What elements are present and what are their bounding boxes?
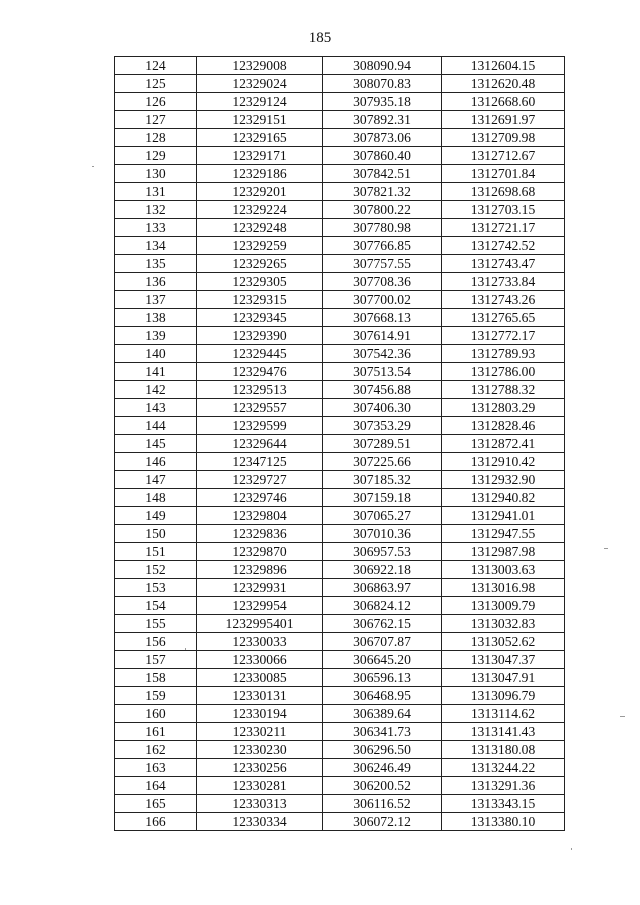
table-row	[115, 111, 565, 129]
point-number-cell: 135	[115, 255, 197, 273]
y-coordinate-cell: 1312987.98	[442, 543, 565, 561]
x-coordinate-cell: 306246.49	[323, 759, 442, 777]
point-number-cell: 166	[115, 813, 197, 831]
point-number-cell: 131	[115, 183, 197, 201]
y-coordinate-cell: 1312765.65	[442, 309, 565, 327]
point-id-cell: 12329513	[197, 381, 323, 399]
table-row	[115, 255, 565, 273]
point-number-cell: 132	[115, 201, 197, 219]
coordinates-table	[114, 56, 565, 831]
x-coordinate-cell: 307766.85	[323, 237, 442, 255]
table-row	[115, 183, 565, 201]
x-coordinate-cell: 306072.12	[323, 813, 442, 831]
table-row	[115, 57, 565, 75]
point-id-cell: 12329644	[197, 435, 323, 453]
x-coordinate-cell: 306200.52	[323, 777, 442, 795]
y-coordinate-cell: 1312701.84	[442, 165, 565, 183]
x-coordinate-cell: 307289.51	[323, 435, 442, 453]
point-number-cell: 156	[115, 633, 197, 651]
y-coordinate-cell: 1312703.15	[442, 201, 565, 219]
y-coordinate-cell: 1312910.42	[442, 453, 565, 471]
y-coordinate-cell: 1313244.22	[442, 759, 565, 777]
point-id-cell: 12329476	[197, 363, 323, 381]
point-id-cell: 12329265	[197, 255, 323, 273]
point-number-cell: 153	[115, 579, 197, 597]
table-row	[115, 75, 565, 93]
table-row	[115, 237, 565, 255]
x-coordinate-cell: 307614.91	[323, 327, 442, 345]
table-row	[115, 273, 565, 291]
point-id-cell: 12329315	[197, 291, 323, 309]
x-coordinate-cell: 307065.27	[323, 507, 442, 525]
y-coordinate-cell: 1312620.48	[442, 75, 565, 93]
point-id-cell: 12329186	[197, 165, 323, 183]
page-number: 185	[308, 30, 332, 46]
point-id-cell: 12330033	[197, 633, 323, 651]
point-id-cell: 12329557	[197, 399, 323, 417]
x-coordinate-cell: 307800.22	[323, 201, 442, 219]
point-id-cell: 12329599	[197, 417, 323, 435]
y-coordinate-cell: 1312947.55	[442, 525, 565, 543]
table-row	[115, 201, 565, 219]
y-coordinate-cell: 1313003.63	[442, 561, 565, 579]
y-coordinate-cell: 1312668.60	[442, 93, 565, 111]
x-coordinate-cell: 308070.83	[323, 75, 442, 93]
y-coordinate-cell: 1312733.84	[442, 273, 565, 291]
x-coordinate-cell: 306922.18	[323, 561, 442, 579]
point-number-cell: 163	[115, 759, 197, 777]
x-coordinate-cell: 307542.36	[323, 345, 442, 363]
y-coordinate-cell: 1312932.90	[442, 471, 565, 489]
point-number-cell: 157	[115, 651, 197, 669]
point-id-cell: 12330256	[197, 759, 323, 777]
point-id-cell: 12329165	[197, 129, 323, 147]
x-coordinate-cell: 306762.15	[323, 615, 442, 633]
point-id-cell: 12330313	[197, 795, 323, 813]
y-coordinate-cell: 1312743.47	[442, 255, 565, 273]
point-id-cell: 12329345	[197, 309, 323, 327]
point-id-cell: 12329931	[197, 579, 323, 597]
x-coordinate-cell: 307821.32	[323, 183, 442, 201]
point-number-cell: 124	[115, 57, 197, 75]
y-coordinate-cell: 1313096.79	[442, 687, 565, 705]
point-id-cell: 12347125	[197, 453, 323, 471]
x-coordinate-cell: 306596.13	[323, 669, 442, 687]
x-coordinate-cell: 307513.54	[323, 363, 442, 381]
point-number-cell: 133	[115, 219, 197, 237]
point-number-cell: 158	[115, 669, 197, 687]
point-id-cell: 12330066	[197, 651, 323, 669]
y-coordinate-cell: 1313114.62	[442, 705, 565, 723]
point-number-cell: 127	[115, 111, 197, 129]
y-coordinate-cell: 1313016.98	[442, 579, 565, 597]
x-coordinate-cell: 306863.97	[323, 579, 442, 597]
coordinates-table-body	[115, 57, 565, 831]
table-row	[115, 759, 565, 777]
x-coordinate-cell: 307708.36	[323, 273, 442, 291]
y-coordinate-cell: 1312691.97	[442, 111, 565, 129]
y-coordinate-cell: 1313032.83	[442, 615, 565, 633]
table-row	[115, 129, 565, 147]
point-number-cell: 144	[115, 417, 197, 435]
x-coordinate-cell: 306389.64	[323, 705, 442, 723]
table-row	[115, 669, 565, 687]
point-number-cell: 145	[115, 435, 197, 453]
point-id-cell: 12329171	[197, 147, 323, 165]
scan-speck	[571, 848, 572, 850]
point-id-cell: 12329390	[197, 327, 323, 345]
point-number-cell: 141	[115, 363, 197, 381]
table-row	[115, 309, 565, 327]
x-coordinate-cell: 306957.53	[323, 543, 442, 561]
table-row	[115, 219, 565, 237]
point-number-cell: 147	[115, 471, 197, 489]
point-number-cell: 162	[115, 741, 197, 759]
table-row	[115, 417, 565, 435]
y-coordinate-cell: 1312828.46	[442, 417, 565, 435]
point-number-cell: 143	[115, 399, 197, 417]
y-coordinate-cell: 1312743.26	[442, 291, 565, 309]
table-row	[115, 399, 565, 417]
y-coordinate-cell: 1313380.10	[442, 813, 565, 831]
x-coordinate-cell: 307225.66	[323, 453, 442, 471]
y-coordinate-cell: 1312872.41	[442, 435, 565, 453]
table-row	[115, 795, 565, 813]
scan-speck	[604, 548, 608, 549]
table-row	[115, 525, 565, 543]
point-number-cell: 155	[115, 615, 197, 633]
point-number-cell: 130	[115, 165, 197, 183]
table-row	[115, 345, 565, 363]
point-id-cell: 12329870	[197, 543, 323, 561]
y-coordinate-cell: 1313047.91	[442, 669, 565, 687]
point-id-cell: 12329836	[197, 525, 323, 543]
point-id-cell: 12330194	[197, 705, 323, 723]
x-coordinate-cell: 308090.94	[323, 57, 442, 75]
point-number-cell: 165	[115, 795, 197, 813]
point-number-cell: 142	[115, 381, 197, 399]
point-id-cell: 12329746	[197, 489, 323, 507]
point-number-cell: 139	[115, 327, 197, 345]
x-coordinate-cell: 307873.06	[323, 129, 442, 147]
table-row	[115, 543, 565, 561]
point-id-cell: 12329804	[197, 507, 323, 525]
point-id-cell: 12330281	[197, 777, 323, 795]
y-coordinate-cell: 1313180.08	[442, 741, 565, 759]
table-row	[115, 741, 565, 759]
table-row	[115, 291, 565, 309]
y-coordinate-cell: 1312709.98	[442, 129, 565, 147]
x-coordinate-cell: 307159.18	[323, 489, 442, 507]
y-coordinate-cell: 1313052.62	[442, 633, 565, 651]
point-id-cell: 12329024	[197, 75, 323, 93]
y-coordinate-cell: 1312604.15	[442, 57, 565, 75]
x-coordinate-cell: 306645.20	[323, 651, 442, 669]
point-number-cell: 128	[115, 129, 197, 147]
table-row	[115, 165, 565, 183]
point-number-cell: 160	[115, 705, 197, 723]
point-id-cell: 12330230	[197, 741, 323, 759]
x-coordinate-cell: 307860.40	[323, 147, 442, 165]
y-coordinate-cell: 1313141.43	[442, 723, 565, 741]
point-number-cell: 151	[115, 543, 197, 561]
point-id-cell: 12330334	[197, 813, 323, 831]
y-coordinate-cell: 1312940.82	[442, 489, 565, 507]
y-coordinate-cell: 1312721.17	[442, 219, 565, 237]
table-row	[115, 435, 565, 453]
y-coordinate-cell: 1312698.68	[442, 183, 565, 201]
x-coordinate-cell: 306468.95	[323, 687, 442, 705]
y-coordinate-cell: 1312742.52	[442, 237, 565, 255]
x-coordinate-cell: 307700.02	[323, 291, 442, 309]
point-id-cell: 12329727	[197, 471, 323, 489]
table-row	[115, 147, 565, 165]
point-id-cell: 12329445	[197, 345, 323, 363]
table-row	[115, 507, 565, 525]
point-number-cell: 148	[115, 489, 197, 507]
point-number-cell: 126	[115, 93, 197, 111]
table-row	[115, 597, 565, 615]
point-id-cell: 12329224	[197, 201, 323, 219]
x-coordinate-cell: 307757.55	[323, 255, 442, 273]
x-coordinate-cell: 307842.51	[323, 165, 442, 183]
x-coordinate-cell: 307456.88	[323, 381, 442, 399]
point-id-cell: 12330085	[197, 669, 323, 687]
point-number-cell: 149	[115, 507, 197, 525]
x-coordinate-cell: 307185.32	[323, 471, 442, 489]
point-id-cell: 1232995401	[197, 615, 323, 633]
scan-speck	[185, 648, 186, 650]
scan-speck	[92, 166, 94, 167]
scan-speck	[620, 716, 625, 717]
x-coordinate-cell: 307010.36	[323, 525, 442, 543]
table-row	[115, 561, 565, 579]
y-coordinate-cell: 1312786.00	[442, 363, 565, 381]
x-coordinate-cell: 306824.12	[323, 597, 442, 615]
x-coordinate-cell: 306707.87	[323, 633, 442, 651]
y-coordinate-cell: 1312941.01	[442, 507, 565, 525]
x-coordinate-cell: 306116.52	[323, 795, 442, 813]
point-id-cell: 12329954	[197, 597, 323, 615]
y-coordinate-cell: 1312772.17	[442, 327, 565, 345]
y-coordinate-cell: 1312712.67	[442, 147, 565, 165]
point-number-cell: 154	[115, 597, 197, 615]
point-id-cell: 12329201	[197, 183, 323, 201]
y-coordinate-cell: 1313291.36	[442, 777, 565, 795]
point-number-cell: 159	[115, 687, 197, 705]
table-row	[115, 363, 565, 381]
table-row	[115, 453, 565, 471]
point-number-cell: 138	[115, 309, 197, 327]
point-id-cell: 12329305	[197, 273, 323, 291]
x-coordinate-cell: 307780.98	[323, 219, 442, 237]
x-coordinate-cell: 307935.18	[323, 93, 442, 111]
x-coordinate-cell: 307353.29	[323, 417, 442, 435]
table-row	[115, 579, 565, 597]
x-coordinate-cell: 306296.50	[323, 741, 442, 759]
table-row	[115, 687, 565, 705]
y-coordinate-cell: 1313343.15	[442, 795, 565, 813]
table-row	[115, 93, 565, 111]
point-number-cell: 161	[115, 723, 197, 741]
table-row	[115, 381, 565, 399]
point-id-cell: 12329248	[197, 219, 323, 237]
table-row	[115, 471, 565, 489]
table-row	[115, 327, 565, 345]
table-row	[115, 633, 565, 651]
point-number-cell: 134	[115, 237, 197, 255]
point-number-cell: 140	[115, 345, 197, 363]
coordinates-table-container	[114, 56, 564, 831]
table-row	[115, 813, 565, 831]
point-id-cell: 12329259	[197, 237, 323, 255]
point-id-cell: 12330131	[197, 687, 323, 705]
point-id-cell: 12330211	[197, 723, 323, 741]
y-coordinate-cell: 1312789.93	[442, 345, 565, 363]
y-coordinate-cell: 1312788.32	[442, 381, 565, 399]
table-row	[115, 489, 565, 507]
point-number-cell: 164	[115, 777, 197, 795]
x-coordinate-cell: 307892.31	[323, 111, 442, 129]
point-id-cell: 12329151	[197, 111, 323, 129]
point-number-cell: 129	[115, 147, 197, 165]
table-row	[115, 777, 565, 795]
table-row	[115, 723, 565, 741]
x-coordinate-cell: 307668.13	[323, 309, 442, 327]
table-row	[115, 651, 565, 669]
point-id-cell: 12329124	[197, 93, 323, 111]
point-number-cell: 137	[115, 291, 197, 309]
point-number-cell: 125	[115, 75, 197, 93]
point-number-cell: 146	[115, 453, 197, 471]
table-row	[115, 705, 565, 723]
point-number-cell: 150	[115, 525, 197, 543]
point-number-cell: 136	[115, 273, 197, 291]
x-coordinate-cell: 306341.73	[323, 723, 442, 741]
y-coordinate-cell: 1313009.79	[442, 597, 565, 615]
y-coordinate-cell: 1313047.37	[442, 651, 565, 669]
x-coordinate-cell: 307406.30	[323, 399, 442, 417]
table-row	[115, 615, 565, 633]
point-number-cell: 152	[115, 561, 197, 579]
point-id-cell: 12329008	[197, 57, 323, 75]
point-id-cell: 12329896	[197, 561, 323, 579]
y-coordinate-cell: 1312803.29	[442, 399, 565, 417]
